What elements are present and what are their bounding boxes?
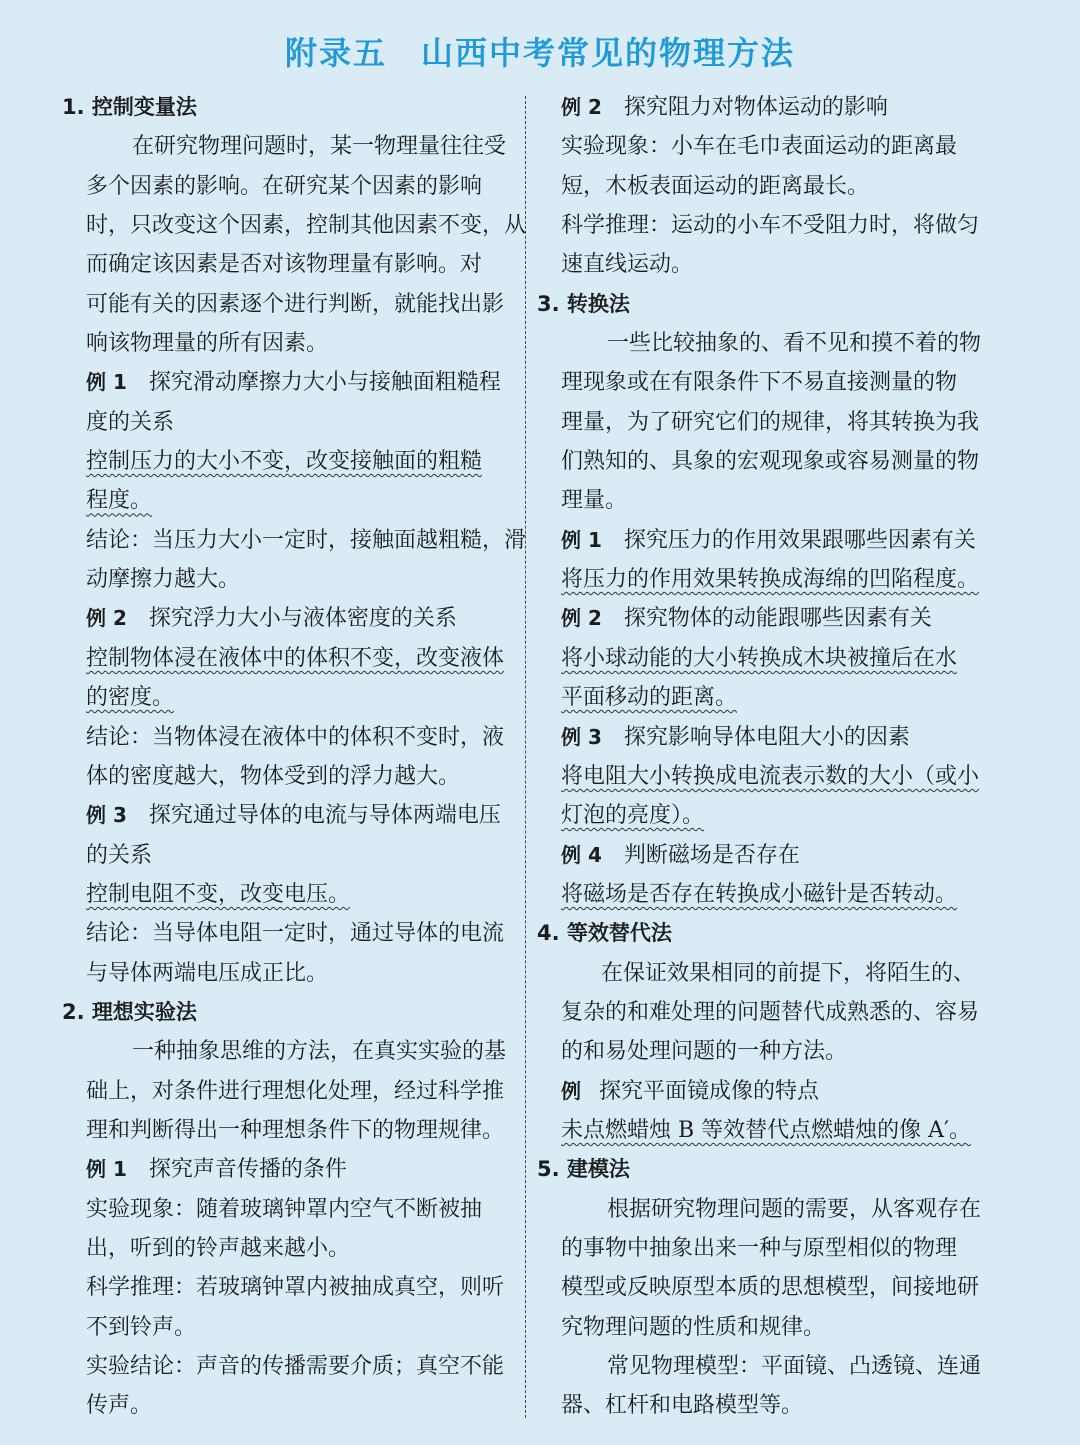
paragraph-line: 理量，为了研究它们的规律，将其转换为我 <box>561 409 980 435</box>
paragraph-line: 时，只改变这个因素，控制其他因素不变，从 <box>86 213 527 239</box>
control-line <box>62 442 517 481</box>
example-title <box>537 599 990 638</box>
emphasis-text: 将电阻大小转换成电流表示数的大小（或小 <box>561 763 980 789</box>
emphasis-text: 将压力的作用效果转换成海绵的凹陷程度。 <box>561 567 980 593</box>
example-label: 例 4 <box>561 842 602 867</box>
paragraph-line: 模型或反映原型本质的思想模型，间接地研 <box>561 1275 980 1301</box>
example-label: 例 2 <box>86 606 127 631</box>
conclusion-line: 结论：当物体浸在液体中的体积不变时，液 <box>86 724 505 750</box>
left-column <box>62 88 527 1426</box>
example-title <box>537 88 990 127</box>
example-title-text: 探究滑动摩擦力大小与接触面粗糙程 <box>148 370 501 396</box>
conversion-line <box>537 639 990 678</box>
example-title <box>62 599 517 638</box>
control-line <box>62 639 517 678</box>
paragraph-line: 的和易处理问题的一种方法。 <box>561 1039 848 1065</box>
substitution-line <box>537 1111 990 1150</box>
conclusion-line: 结论：当压力大小一定时，接触面越粗糙，滑 <box>86 527 527 553</box>
paragraph-line: 础上，对条件进行理想化处理，经过科学推 <box>86 1078 505 1104</box>
section-heading-modeling: 5. 建模法 <box>537 1157 630 1182</box>
example-title <box>537 1072 990 1111</box>
example-title <box>62 363 517 402</box>
example-title <box>62 1150 517 1189</box>
emphasis-text: 将小球动能的大小转换成木块被撞后在水 <box>561 645 958 671</box>
example-title-text: 探究压力的作用效果跟哪些因素有关 <box>623 527 976 553</box>
control-line <box>62 481 517 520</box>
example-label: 例 2 <box>561 95 602 119</box>
reasoning-line: 速直线运动。 <box>561 252 694 278</box>
right-column <box>537 88 990 1426</box>
page-title: 附录五 山西中考常见的物理方法 <box>284 34 795 72</box>
conclusion-line: 结论：当导体电阻一定时，通过导体的电流 <box>86 921 505 947</box>
paragraph-line: 究物理问题的性质和规律。 <box>561 1314 826 1340</box>
column-divider <box>525 96 526 1418</box>
example-title-text: 探究浮力大小与液体密度的关系 <box>148 606 457 632</box>
paragraph-line: 复杂的和难处理的问题替代成熟悉的、容易 <box>561 999 980 1025</box>
paragraph-line: 可能有关的因素逐个进行判断，就能找出影 <box>86 291 505 317</box>
emphasis-text: 控制压力的大小不变，改变接触面的粗糙 <box>86 449 483 475</box>
paragraph-line: 一种抽象思维的方法，在真实实验的基 <box>132 1039 507 1065</box>
example-label: 例 <box>561 1078 581 1103</box>
example-label: 例 1 <box>86 1157 127 1182</box>
paragraph-line: 响该物理量的所有因素。 <box>86 331 329 357</box>
reasoning-line: 科学推理：若玻璃钟罩内被抽成真空，则听 <box>86 1275 505 1301</box>
conclusion-line: 实验结论：声音的传播需要介质；真空不能 <box>86 1354 505 1379</box>
emphasis-text: 平面移动的距离。 <box>561 685 738 711</box>
paragraph-line: 理现象或在有限条件下不易直接测量的物 <box>561 370 958 396</box>
emphasis-text: 灯泡的亮度）。 <box>561 803 705 829</box>
section-heading-conversion: 3. 转换法 <box>537 291 630 316</box>
phenomenon-line: 短，木板表面运动的距离最长。 <box>561 173 870 199</box>
example-title-text: 探究平面镜成像的特点 <box>599 1078 820 1104</box>
emphasis-text: 将磁场是否存在转换成小磁针是否转动。 <box>561 881 958 907</box>
conclusion-line: 与导体两端电压成正比。 <box>86 960 329 986</box>
emphasis-text: 未点燃蜡烛 B 等效替代点燃蜡烛的像 A′。 <box>561 1117 972 1143</box>
example-title-text: 探究阻力对物体运动的影响 <box>623 95 888 120</box>
example-title-cont: 的关系 <box>86 842 153 868</box>
paragraph-line: 根据研究物理问题的需要，从客观存在 <box>607 1196 982 1222</box>
example-label: 例 3 <box>561 724 602 749</box>
phenomenon-line: 实验现象：随着玻璃钟罩内空气不断被抽 <box>86 1196 483 1222</box>
phenomenon-line: 实验现象：小车在毛巾表面运动的距离最 <box>561 134 958 160</box>
example-title-text: 探究声音传播的条件 <box>148 1157 347 1183</box>
section-heading-equivalent-substitution: 4. 等效替代法 <box>537 921 672 946</box>
paragraph-line: 一些比较抽象的、看不见和摸不着的物 <box>607 331 982 357</box>
reasoning-line: 科学推理：运动的小车不受阻力时，将做匀 <box>561 213 980 239</box>
paragraph-line: 多个因素的影响。在研究某个因素的影响 <box>86 173 483 199</box>
paragraph-line: 理量。 <box>561 488 628 514</box>
conversion-line <box>537 875 990 914</box>
reasoning-line: 不到铃声。 <box>86 1314 197 1340</box>
emphasis-text: 程度。 <box>86 488 153 514</box>
example-label: 例 3 <box>86 803 127 828</box>
control-line <box>62 678 517 717</box>
models-line: 常见物理模型：平面镜、凸透镜、连通 <box>607 1354 982 1379</box>
paragraph-line: 在研究物理问题时，某一物理量往往受 <box>132 134 507 160</box>
conclusion-line: 体的密度越大，物体受到的浮力越大。 <box>86 763 461 789</box>
conclusion-line: 动摩擦力越大。 <box>86 567 241 593</box>
paragraph-text: 在保证效果相同的前提下，将陌生的、 <box>601 960 976 986</box>
conclusion-line: 传声。 <box>86 1393 153 1419</box>
example-label: 例 1 <box>86 370 127 395</box>
conversion-line <box>537 796 990 835</box>
example-title-text: 探究物体的动能跟哪些因素有关 <box>623 606 932 632</box>
example-title-text: 探究影响导体电阻大小的因素 <box>623 724 910 750</box>
paragraph-line: 们熟知的、具象的宏观现象或容易测量的物 <box>561 449 980 475</box>
paragraph-line <box>537 954 990 993</box>
example-label: 例 2 <box>561 606 602 631</box>
emphasis-text: 控制电阻不变，改变电压。 <box>86 881 351 907</box>
example-title <box>537 718 990 757</box>
emphasis-text: 控制物体浸在液体中的体积不变，改变液体 <box>86 645 505 671</box>
example-title <box>537 521 990 560</box>
example-title <box>537 836 990 875</box>
control-line <box>62 875 517 914</box>
section-heading-control-variable: 1. 控制变量法 <box>62 95 197 119</box>
conversion-line <box>537 560 990 599</box>
example-title-text: 探究通过导体的电流与导体两端电压 <box>148 803 501 829</box>
conversion-line <box>537 678 990 717</box>
example-title-cont: 度的关系 <box>86 409 175 435</box>
emphasis-text: 的密度。 <box>86 685 175 711</box>
section-heading-ideal-experiment: 2. 理想实验法 <box>62 999 197 1024</box>
models-line: 器、杠杆和电路模型等。 <box>561 1393 804 1419</box>
paragraph-line: 而确定该因素是否对该物理量有影响。对 <box>86 252 483 278</box>
example-label: 例 1 <box>561 527 602 552</box>
example-title <box>62 796 517 835</box>
paragraph-line: 理和判断得出一种理想条件下的物理规律。 <box>86 1117 505 1143</box>
paragraph-line: 的事物中抽象出来一种与原型相似的物理 <box>561 1235 958 1261</box>
conversion-line <box>537 757 990 796</box>
phenomenon-line: 出，听到的铃声越来越小。 <box>86 1235 351 1261</box>
example-title-text: 判断磁场是否存在 <box>623 842 800 868</box>
